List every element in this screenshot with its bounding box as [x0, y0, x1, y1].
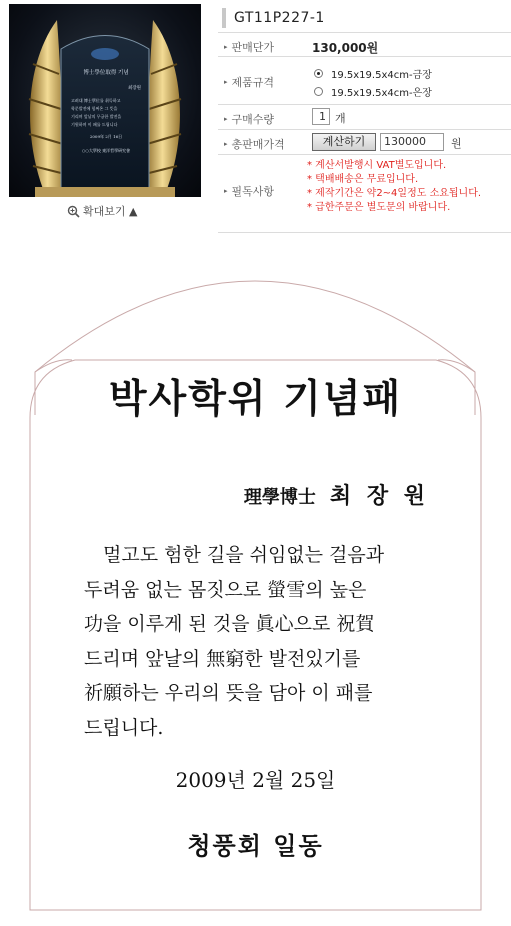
magnifier-icon: [67, 205, 80, 218]
thumbnail-line: 기원하며 이 패를 드립니다: [71, 122, 118, 127]
plaque-body: [84, 538, 444, 745]
zoom-label: 확대보기 ▲: [83, 205, 138, 218]
recipient-name: 최 장 원: [329, 483, 429, 509]
note-item: * 택배배송은 무료입니다.: [307, 174, 419, 185]
spec-label: 제품규격: [231, 76, 275, 89]
note-item: * 급한주문은 별도문의 바랍니다.: [307, 202, 451, 213]
notes-label: 필독사항: [231, 185, 275, 198]
zoom-button[interactable]: [67, 203, 137, 219]
spec-option-label: 19.5x19.5x4cm-은장: [331, 88, 432, 99]
thumbnail-line: 고려대 博士學位를 취득하고: [71, 98, 121, 103]
spec-row: [218, 57, 511, 105]
bullet-icon: ▸: [224, 140, 228, 148]
spec-option-gold[interactable]: [314, 66, 432, 81]
body-line: 멀고도 험한 길을 쉬임없는 걸음과: [84, 544, 385, 566]
calculate-button[interactable]: 계산하기: [312, 133, 376, 151]
spec-option-label: 19.5x19.5x4cm-금장: [331, 70, 432, 81]
spec-label-wrap: [224, 74, 274, 90]
note-item: * 계산서발행시 VAT별도입니다.: [307, 160, 447, 171]
plaque-organization: 청풍회 일동: [187, 831, 324, 860]
thumbnail-title: 博士學位取得 기념: [83, 70, 129, 76]
total-label: 총판매가격: [231, 138, 285, 151]
bullet-icon: ▸: [224, 187, 228, 195]
plaque-recipient: [244, 479, 429, 510]
quantity-row: [218, 105, 511, 130]
thumbnail-org: ○○大學校 東洋哲學硏究會: [81, 148, 131, 153]
thumbnail-name: 최장원: [127, 86, 141, 91]
body-line: 祈願하는 우리의 뜻을 담아 이 패를: [84, 682, 373, 704]
total-row: [218, 130, 511, 155]
spec-option-silver[interactable]: [314, 84, 432, 99]
plaque-date: 2009년 2월 25일: [175, 768, 336, 792]
radio-unselected-icon[interactable]: [314, 87, 323, 96]
body-line: 드립니다.: [84, 716, 164, 739]
total-price-input[interactable]: 130000: [380, 133, 444, 151]
product-code: GT11P227-1: [222, 8, 325, 28]
thumbnail-date: 2009年 2月 16日: [89, 134, 123, 139]
radio-selected-icon[interactable]: [314, 69, 323, 78]
plaque-text-preview: [0, 250, 511, 926]
recipient-title: 理學博士: [243, 487, 316, 508]
qty-label-wrap: [224, 111, 274, 127]
thumbnail-line: 기리며 앞날의 무궁한 발전을: [71, 114, 122, 119]
thumbnail-text: [71, 68, 141, 154]
price-label: 판매단가: [231, 41, 275, 54]
notes-label-wrap: [224, 183, 274, 199]
note-item: * 제작기간은 약2~4일정도 소요됩니다.: [307, 188, 482, 199]
thumbnail-line: 학문발전에 힘써온 그 뜻을: [71, 106, 118, 111]
notes-row: [218, 155, 511, 233]
body-line: 功을 이루게 된 것을 眞心으로 祝賀: [84, 613, 375, 635]
bullet-icon: ▸: [224, 43, 228, 51]
price-row: [218, 32, 511, 57]
body-line: 드리며 앞날의 無窮한 발전있기를: [84, 647, 361, 670]
bullet-icon: ▸: [224, 78, 228, 86]
total-unit: 원: [451, 137, 462, 150]
quantity-unit: 개: [335, 112, 346, 125]
quantity-input[interactable]: 1: [312, 108, 330, 125]
qty-label: 구매수량: [231, 113, 275, 126]
total-label-wrap: [224, 136, 285, 152]
plaque-title: 박사학위 기념패: [108, 376, 403, 422]
body-line: 두려움 없는 몸짓으로 螢雪의 높은: [84, 578, 367, 601]
price-label-wrap: [224, 39, 274, 55]
notes-list: [307, 159, 481, 215]
product-thumbnail[interactable]: [9, 4, 201, 197]
thumbnail-body: [71, 97, 141, 129]
price-value: 130,000원: [312, 41, 379, 55]
bullet-icon: ▸: [224, 115, 228, 123]
